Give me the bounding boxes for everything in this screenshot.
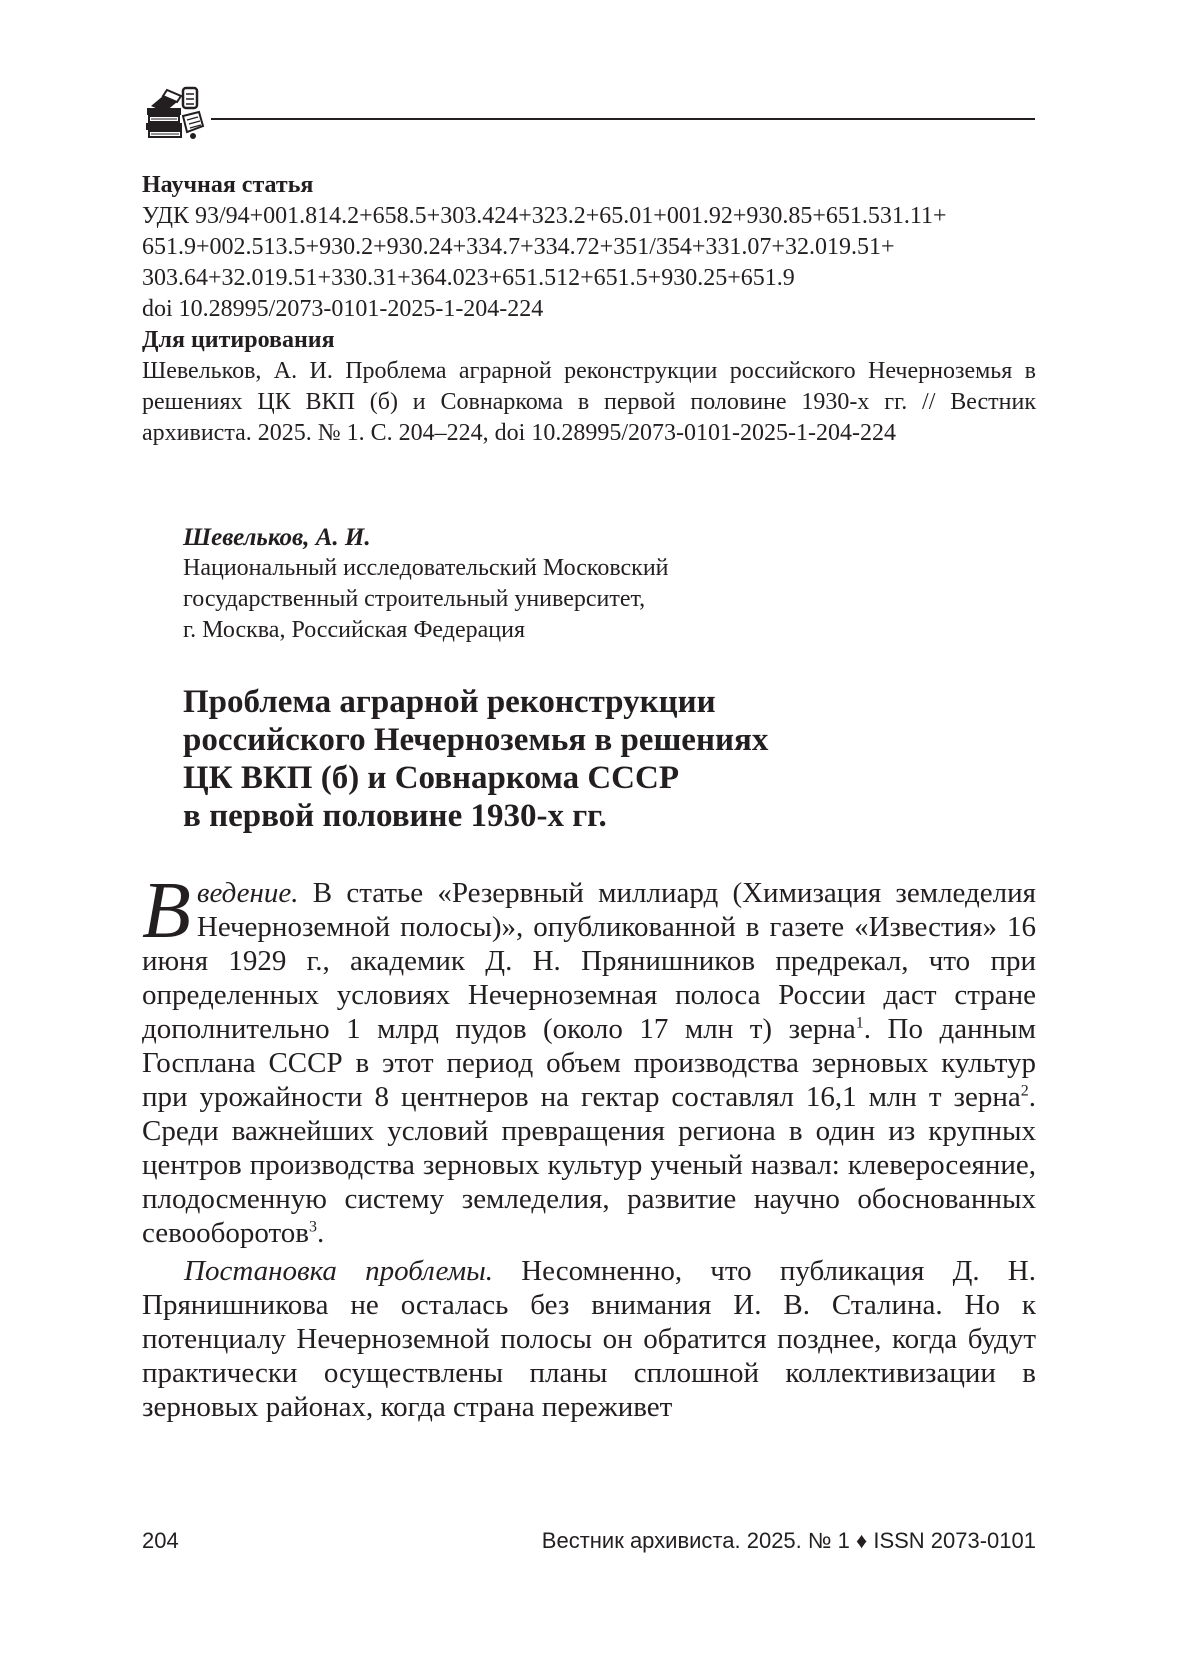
title-line-1: Проблема аграрной реконструкции [183,684,716,720]
paragraph-problem-statement [142,1254,1036,1424]
paragraph-text: . По данным Госплана СССР в этот период объем производства зерновых культур при урожайности 8 центнеров на гектар составлял 16,1 млн т зерна [142,1013,1036,1113]
page-header [143,82,1035,142]
section-lead-introduction: ведение. [196,877,299,909]
article-type: Научная статья [142,172,314,198]
journal-name: Вестник архивиста. 2025. № 1 [541,1528,850,1553]
footnote-ref-1[interactable]: 1 [855,1014,864,1032]
paragraph-introduction [142,867,1036,1250]
affiliation-line-1: Национальный исследовательский Московский [183,555,669,581]
doi: doi 10.28995/2073-0101-2025-1-204-224 [142,296,544,322]
section-lead-problem: Постановка проблемы. [184,1255,494,1287]
title-line-2: российского Нечерноземья в решениях [183,722,769,758]
footnote-ref-3[interactable]: 3 [308,1218,317,1236]
citation-text: Шевельков, А. И. Проблема аграрной реконструкции российского Нечерноземья в решениях ЦК ВКП (б) и Совнаркома в первой половине 1930-х гг. // Вестник архивиста. 2025. № 1. С. 204–224, doi 10.28995/2073-0101-2025-1-204-224 [142,358,1036,446]
books-and-scroll-icon [143,82,207,142]
page-number: 204 [142,1528,179,1553]
paragraph-text: Несомненно, что публикация Д. Н. Прянишникова не осталась без внимания И. В. Сталина. Но к потенциалу Нечерноземной полосы он обратится позднее, когда будут практически осуществлены планы сплошной коллективизации в зерновых районах, когда страна переживет [142,1255,1036,1423]
title-line-4: в первой половине 1930-х гг. [183,798,607,834]
udk-line-2: 651.9+002.513.5+930.2+930.24+334.7+334.72+351/354+331.07+32.019.51+ [142,234,895,260]
affiliation-line-3: г. Москва, Российская Федерация [183,617,525,643]
udk-line-3: 303.64+32.019.51+330.31+364.023+651.512+651.5+930.25+651.9 [142,265,795,291]
issn: ISSN 2073-0101 [873,1528,1036,1553]
drop-cap: В [142,867,191,955]
footnote-ref-2[interactable]: 2 [1020,1082,1029,1100]
article-metadata [142,170,1036,449]
citation-label: Для цитирования [142,327,335,353]
paragraph-text: В статье «Резервный миллиард (Химизация земледелия Нечерноземной полосы)», опубликованной в газете «Известия» 16 июня 1929 г., академик Д. Н. Прянишников предрекал, что при определенных условиях Нечерноземная полоса России даст стране дополнительно 1 млрд пудов (около 17 млн т) зерна [142,877,1036,1045]
article-body [142,867,1036,1424]
title-line-3: ЦК ВКП (б) и Совнаркома СССР [183,760,679,796]
paragraph-text: . Среди важнейших условий превращения региона в один из крупных центров производства зерновых культур ученый назвал: клеверосеяние, плодосменную систему земледелия, развитие научно обоснованных севооборотов [142,1081,1036,1249]
diamond-separator: ♦ [855,1528,868,1553]
article-title [183,683,983,835]
udk-line-1: УДК 93/94+001.814.2+658.5+303.424+323.2+65.01+001.92+930.85+651.531.11+ [142,203,947,229]
journal-info [542,1527,1036,1555]
affiliation-line-2: государственный строительный университет, [183,586,646,612]
author-block [183,522,883,646]
header-rule [211,118,1035,120]
paragraph-text: . [316,1217,325,1249]
author-name: Шевельков, А. И. [183,524,371,551]
